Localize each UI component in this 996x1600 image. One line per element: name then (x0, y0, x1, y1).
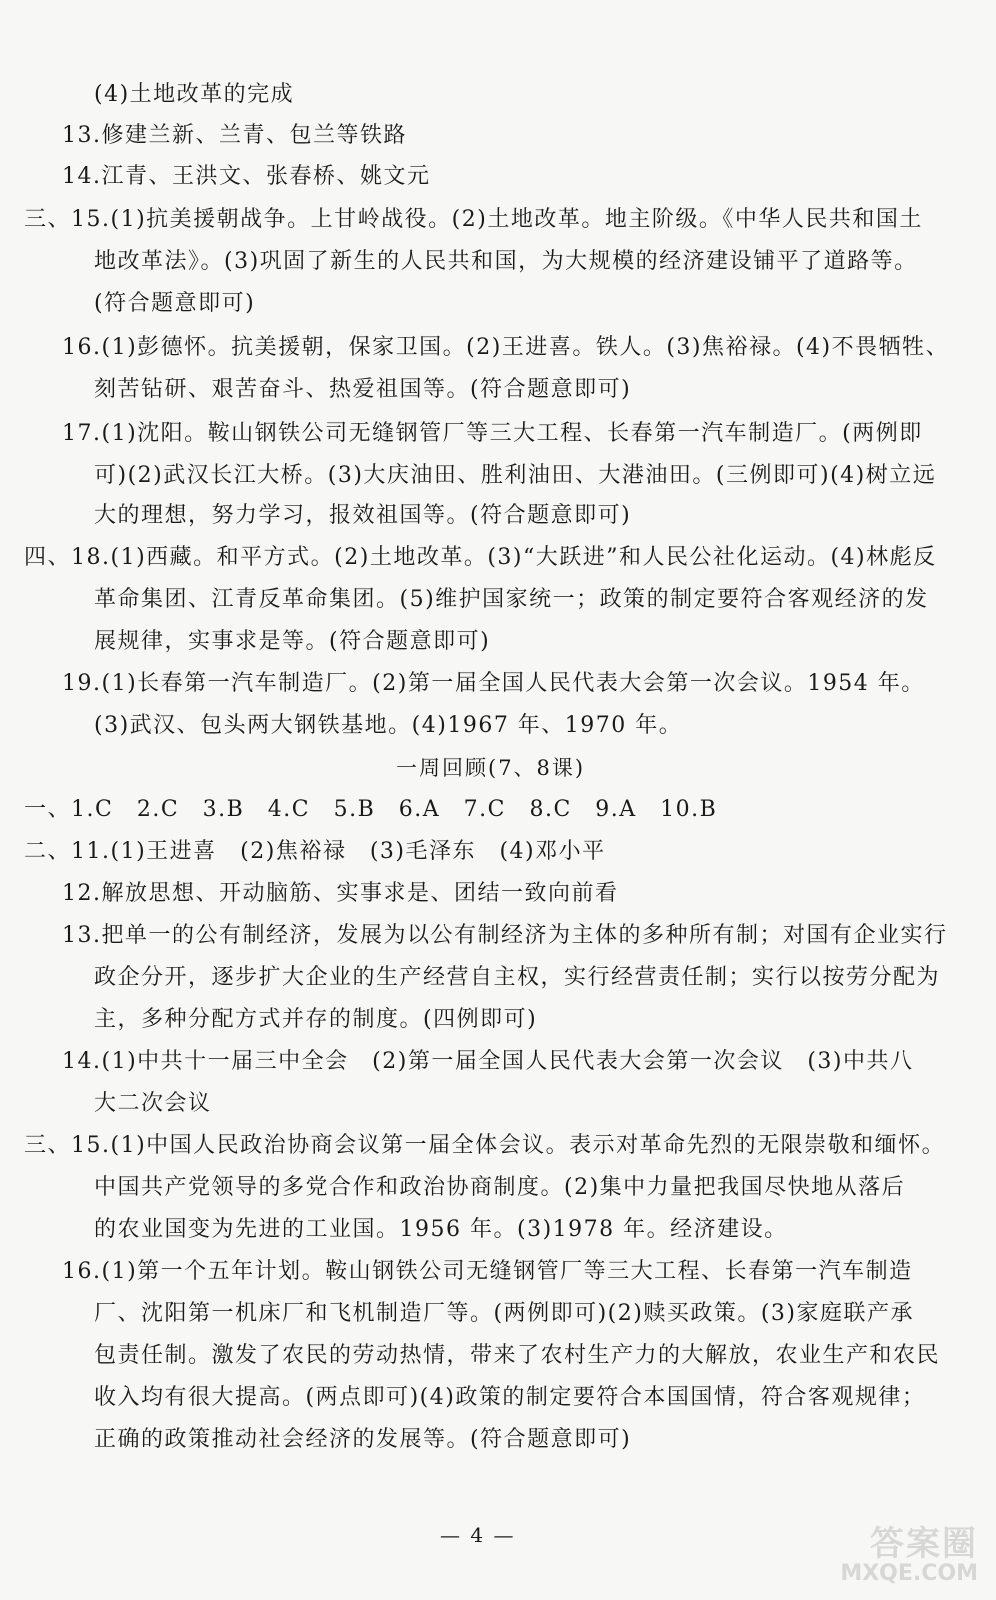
text-line: (符合题意即可) (94, 291, 256, 316)
text-line: 可)(2)武汉长江大桥。(3)大庆油田、胜利油田、大港油田。(三例即可)(4)树立远 (94, 463, 937, 488)
text-line: 主，多种分配方式并存的制度。(四例即可) (94, 1007, 538, 1032)
text-line: 17.(1)沈阳。鞍山钢铁公司无缝钢管厂等三大工程、长春第一汽车制造厂。(两例即 (62, 421, 923, 446)
text-line: 地改革法》。(3)巩固了新生的人民共和国，为大规模的经济建设铺平了道路等。 (94, 249, 918, 274)
text-line: 的农业国变为先进的工业国。1956 年。(3)1978 年。经济建设。 (94, 1217, 788, 1242)
text-line: 大二次会议 (94, 1091, 212, 1116)
text-line: 13.修建兰新、兰青、包兰等铁路 (62, 123, 407, 148)
watermark-text: 答案圈 (870, 1524, 978, 1564)
text-line: 14.江青、王洪文、张春桥、姚文元 (62, 164, 431, 189)
text-line: 四、18.(1)西藏。和平方式。(2)土地改革。(3)“大跃进”和人民公社化运动。(4)林彪反 (24, 545, 937, 570)
text-line: 厂、沈阳第一机床厂和飞机制造厂等。(两例即可)(2)赎买政策。(3)家庭联产承 (94, 1301, 914, 1326)
text-line: 12.解放思想、开动脑筋、实事求是、团结一致向前看 (62, 881, 619, 906)
text-line: 三、15.(1)抗美援朝战争。上甘岭战役。(2)土地改革。地主阶级。《中华人民共和国土 (24, 207, 923, 232)
text-line: 展规律，实事求是等。(符合题意即可) (94, 629, 491, 654)
watermark-url: MXQE.COM (840, 1561, 978, 1586)
text-line: 收入均有很大提高。(两点即可)(4)政策的制定要符合本国国情，符合客观规律； (94, 1385, 926, 1410)
text-line: (4)土地改革的完成 (94, 82, 295, 107)
section-title: 一周回顾(7、8课) (396, 756, 586, 780)
text-line: 政企分开，逐步扩大企业的生产经营自主权，实行经营责任制；实行以按劳分配为 (94, 965, 941, 990)
text-line: (3)武汉、包头两大钢铁基地。(4)1967 年、1970 年。 (94, 713, 683, 738)
text-line: 14.(1)中共十一届三中全会 (2)第一届全国人民代表大会第一次会议 (3)中共八 (62, 1049, 914, 1074)
watermark-logo (840, 1516, 978, 1586)
text-line: 16.(1)彭德怀。抗美援朝，保家卫国。(2)王进喜。铁人。(3)焦裕禄。(4)不畏牺牲、 (62, 335, 950, 360)
text-line: 刻苦钻研、艰苦奋斗、热爱祖国等。(符合题意即可) (94, 377, 632, 402)
text-line: 包责任制。激发了农民的劳动热情，带来了农村生产力的大解放，农业生产和农民 (94, 1343, 941, 1368)
text-line: 一、1.C 2.C 3.B 4.C 5.B 6.A 7.C 8.C 9.A 10.B (24, 797, 718, 822)
text-line: 二、11.(1)王进喜 (2)焦裕禄 (3)毛泽东 (4)邓小平 (24, 839, 606, 864)
page-number: — 4 — (440, 1523, 516, 1547)
text-line: 三、15.(1)中国人民政治协商会议第一届全体会议。表示对革命先烈的无限崇敬和缅怀。 (24, 1133, 946, 1158)
text-line: 13.把单一的公有制经济，发展为以公有制经济为主体的多种所有制；对国有企业实行 (62, 923, 948, 948)
text-line: 中国共产党领导的多党合作和政治协商制度。(2)集中力量把我国尽快地从落后 (94, 1175, 906, 1200)
text-line: 16.(1)第一个五年计划。鞍山钢铁公司无缝钢管厂等三大工程、长春第一汽车制造 (62, 1259, 913, 1284)
text-line: 大的理想，努力学习，报效祖国等。(符合题意即可) (94, 503, 632, 528)
text-line: 正确的政策推动社会经济的发展等。(符合题意即可) (94, 1427, 632, 1452)
text-line: 革命集团、江青反革命集团。(5)维护国家统一；政策的制定要符合客观经济的发 (94, 587, 929, 612)
text-line: 19.(1)长春第一汽车制造厂。(2)第一届全国人民代表大会第一次会议。1954 年。 (62, 671, 925, 696)
